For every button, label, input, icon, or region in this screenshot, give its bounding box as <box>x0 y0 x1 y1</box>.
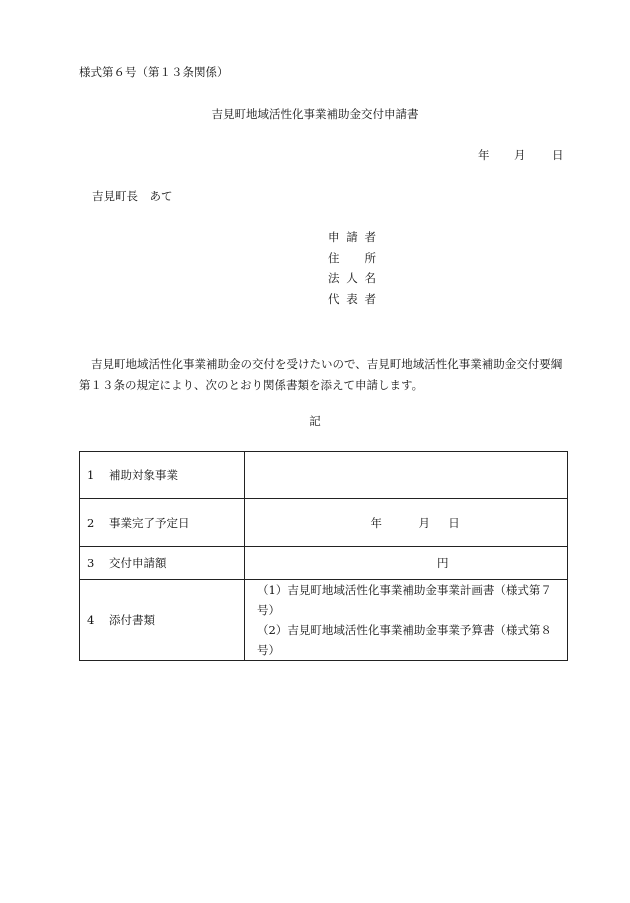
attachments-value <box>245 580 568 661</box>
row-number: 3 <box>87 556 95 570</box>
date-month-label: 月 <box>514 148 526 162</box>
row-label: 事業完了予定日 <box>109 515 190 530</box>
completion-date-value <box>245 499 568 547</box>
row-label-cell <box>80 499 245 547</box>
document-title: 吉見町地域活性化事業補助金交付申請書 <box>211 107 419 121</box>
application-statement: 吉見町地域活性化事業補助金の交付を受けたいので、吉見町地域活性化事業補助金交付要綱第１３条の規定により、次のとおり関係書類を添えて申請します。 <box>79 357 563 392</box>
row-label: 添付書類 <box>109 613 155 627</box>
completion-day-label: 日 <box>448 515 460 530</box>
applicant-block <box>328 232 376 314</box>
corporation-name-label: 法人名 <box>328 271 376 285</box>
table-row <box>80 580 568 661</box>
target-project-value <box>245 452 568 499</box>
ki-heading: 記 <box>309 414 321 428</box>
date-year-label: 年 <box>478 148 490 162</box>
attachment-item: （1）吉見町地域活性化事業補助金事業計画書（様式第７号） <box>257 583 552 617</box>
row-label-cell <box>80 547 245 580</box>
date-day-label: 日 <box>552 148 564 162</box>
completion-year-label: 年 <box>370 515 382 530</box>
table-row <box>80 452 568 499</box>
applicant-label: 申請者 <box>328 230 376 244</box>
row-number: 2 <box>87 515 95 530</box>
form-number: 様式第６号（第１３条関係） <box>79 65 229 79</box>
address-label: 住所 <box>328 250 376 265</box>
row-label: 補助対象事業 <box>109 468 178 482</box>
completion-month-label: 月 <box>418 515 430 530</box>
amount-unit: 円 <box>437 556 449 570</box>
table-row <box>80 499 568 547</box>
row-label: 交付申請額 <box>109 556 167 570</box>
application-items-table <box>79 451 568 661</box>
row-label-cell <box>80 452 245 499</box>
row-label-cell <box>80 580 245 661</box>
table-row <box>80 547 568 580</box>
row-number: 4 <box>87 613 95 627</box>
addressee: 吉見町長 あて <box>92 189 173 203</box>
requested-amount-value <box>245 547 568 580</box>
application-date <box>478 150 564 162</box>
representative-label: 代表者 <box>328 291 376 306</box>
row-number: 1 <box>87 468 95 482</box>
attachment-item: （2）吉見町地域活性化事業補助金事業予算書（様式第８号） <box>257 623 552 657</box>
